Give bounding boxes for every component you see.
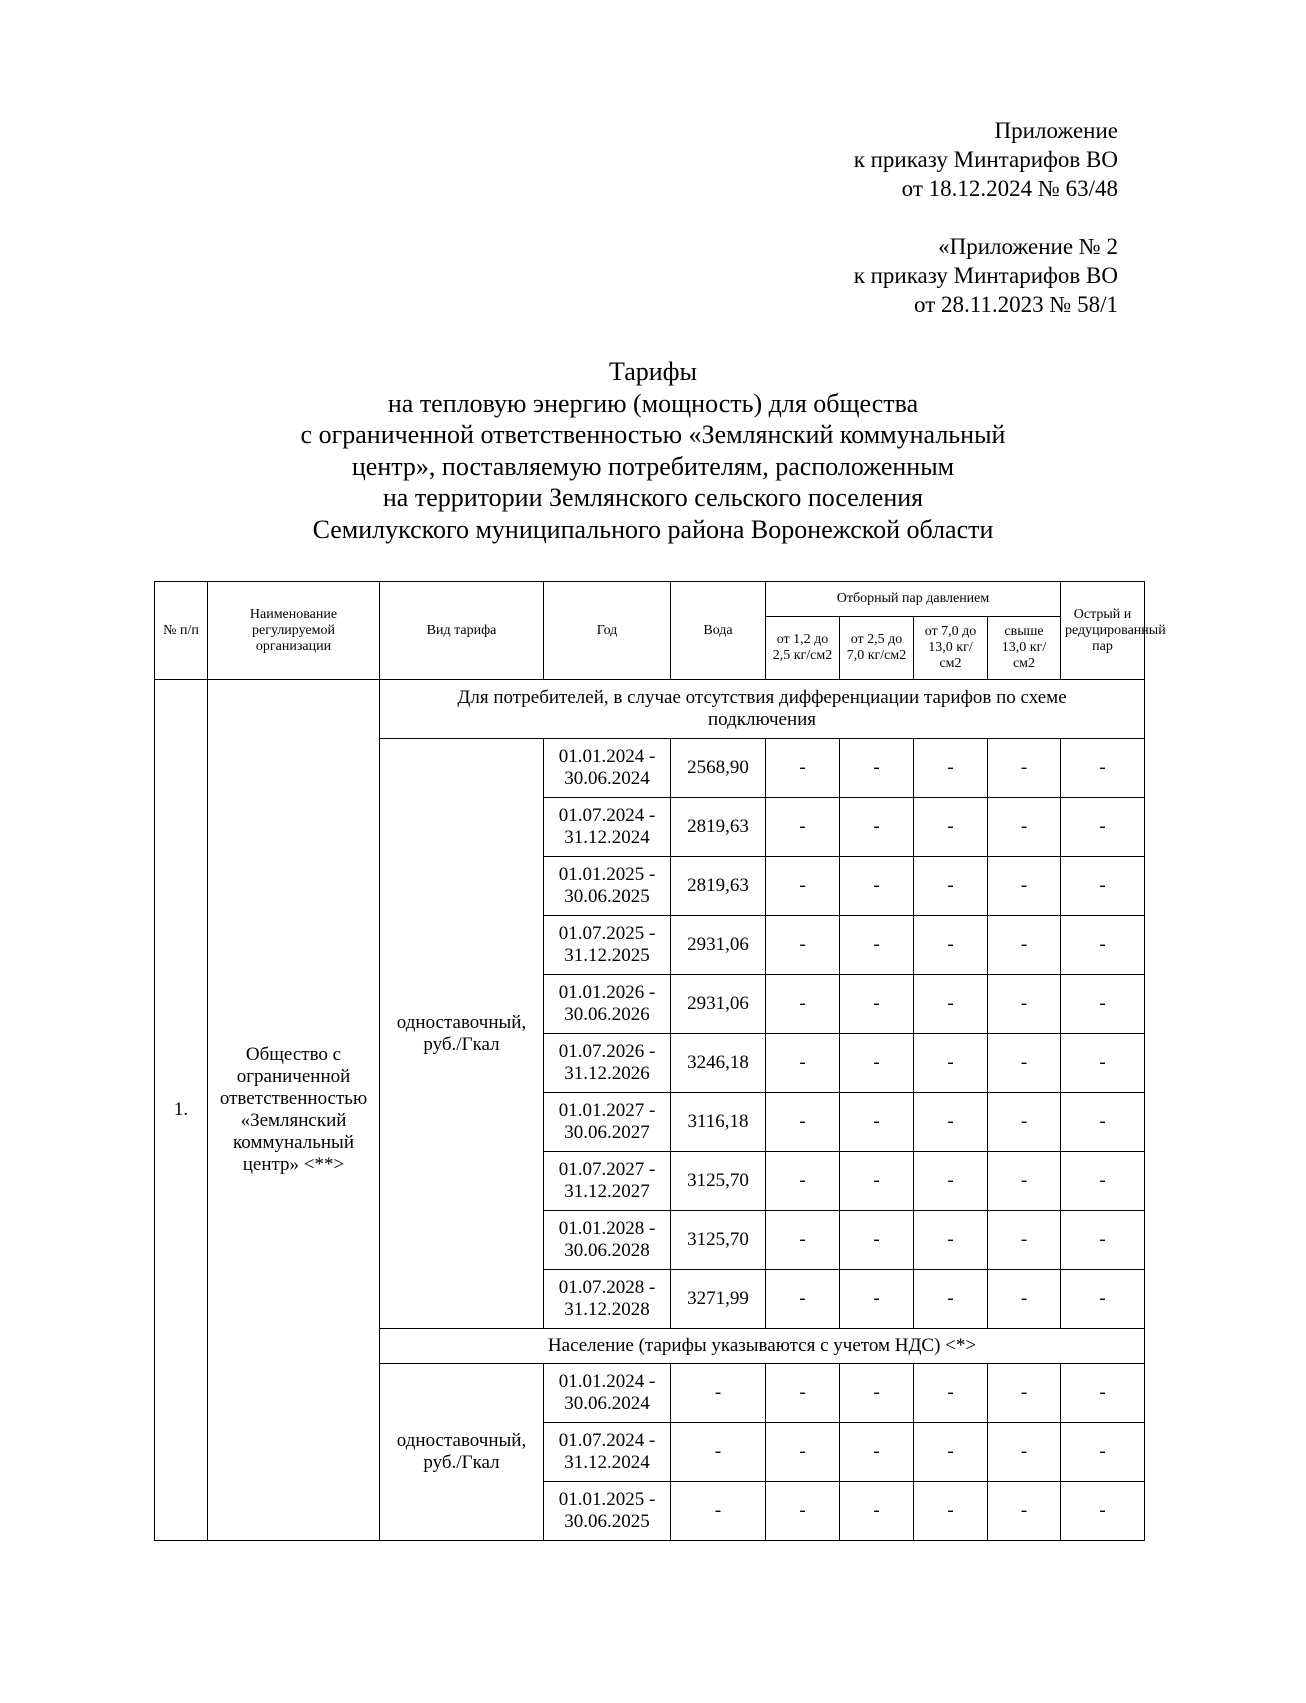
section-title-population: Население (тарифы указываются с учетом НДС) <*> [380,1329,1145,1364]
steam-2-cell: - [840,975,914,1034]
steam-1-cell: - [766,975,840,1034]
steam-3-cell: - [914,1211,988,1270]
appendix-line: от 28.11.2023 № 58/1 [914,292,1118,317]
steam-2-cell: - [840,1034,914,1093]
sharp-steam-cell: - [1061,1211,1145,1270]
steam-3-cell: - [914,1364,988,1423]
steam-2-cell: - [840,857,914,916]
header-steam-1: от 1,2 до 2,5 кг/см2 [766,617,840,680]
period-cell: 01.01.2025 - 30.06.2025 [544,857,671,916]
steam-4-cell: - [988,739,1061,798]
period-cell: 01.07.2027 - 31.12.2027 [544,1152,671,1211]
period-cell: 01.01.2027 - 30.06.2027 [544,1093,671,1152]
title-line: на территории Землянского сельского поселения [382,483,924,512]
steam-3-cell: - [914,1093,988,1152]
steam-2-cell: - [840,1152,914,1211]
steam-4-cell: - [988,916,1061,975]
sharp-steam-cell: - [1061,739,1145,798]
sharp-steam-cell: - [1061,1482,1145,1541]
steam-1-cell: - [766,1152,840,1211]
steam-4-cell: - [988,1211,1061,1270]
water-cell: 3271,99 [671,1270,766,1329]
water-cell: 3246,18 [671,1034,766,1093]
tariff-type-cell: одноставочный, руб./Гкал [380,1364,544,1541]
steam-2-cell: - [840,1270,914,1329]
steam-2-cell: - [840,1093,914,1152]
document-title [0,356,1306,545]
steam-2-cell: - [840,739,914,798]
steam-1-cell: - [766,1270,840,1329]
steam-4-cell: - [988,1482,1061,1541]
header-year: Год [544,582,671,680]
steam-4-cell: - [988,1270,1061,1329]
sharp-steam-cell: - [1061,1034,1145,1093]
period-cell: 01.07.2024 - 31.12.2024 [544,1423,671,1482]
header-steam-group: Отборный пар давлением [766,582,1061,617]
title-line: Семилукского муниципального района Воронежской области [312,514,994,544]
steam-2-cell: - [840,798,914,857]
water-cell: 2931,06 [671,975,766,1034]
steam-4-cell: - [988,857,1061,916]
appendix-line: к приказу Минтарифов ВО [853,147,1118,172]
steam-4-cell: - [988,798,1061,857]
period-cell: 01.07.2025 - 31.12.2025 [544,916,671,975]
water-cell: 2568,90 [671,739,766,798]
header-steam-4: свыше 13,0 кг/см2 [988,617,1061,680]
sharp-steam-cell: - [1061,916,1145,975]
sharp-steam-cell: - [1061,1270,1145,1329]
sharp-steam-cell: - [1061,857,1145,916]
title-line: на тепловую энергию (мощность) для общества [387,388,919,418]
steam-1-cell: - [766,739,840,798]
sharp-steam-cell: - [1061,1364,1145,1423]
steam-1-cell: - [766,857,840,916]
header-sharp-steam: Острый и редуцированный пар [1061,582,1145,680]
water-cell: - [671,1423,766,1482]
steam-4-cell: - [988,1423,1061,1482]
steam-1-cell: - [766,1211,840,1270]
appendix-line: Приложение [994,118,1118,143]
steam-2-cell: - [840,1482,914,1541]
steam-4-cell: - [988,975,1061,1034]
steam-2-cell: - [840,1423,914,1482]
steam-3-cell: - [914,1152,988,1211]
water-cell: 3125,70 [671,1152,766,1211]
sharp-steam-cell: - [1061,798,1145,857]
period-cell: 01.01.2024 - 30.06.2024 [544,739,671,798]
appendix-line: к приказу Минтарифов ВО [853,263,1118,288]
water-cell: 2931,06 [671,916,766,975]
appendix-header-1 [854,116,1118,203]
steam-4-cell: - [988,1152,1061,1211]
header-organization: Наименование регулируемой организации [208,582,380,680]
steam-3-cell: - [914,1034,988,1093]
steam-3-cell: - [914,916,988,975]
steam-4-cell: - [988,1093,1061,1152]
period-cell: 01.01.2025 - 30.06.2025 [544,1482,671,1541]
header-water: Вода [671,582,766,680]
title-line: с ограниченной ответственностью «Землянский коммунальный [300,420,1006,449]
steam-3-cell: - [914,1270,988,1329]
section-title-consumers: Для потребителей, в случае отсутствия дифференциации тарифов по схеме подключения [380,680,1145,739]
title-line: Тарифы [608,357,697,386]
steam-4-cell: - [988,1364,1061,1423]
appendix-line: «Приложение № 2 [938,234,1118,259]
steam-1-cell: - [766,1093,840,1152]
period-cell: 01.01.2028 - 30.06.2028 [544,1211,671,1270]
steam-3-cell: - [914,1423,988,1482]
header-num: № п/п [155,582,208,680]
steam-3-cell: - [914,857,988,916]
header-tariff-type: Вид тарифа [380,582,544,680]
row-number: 1. [155,680,208,1541]
steam-3-cell: - [914,798,988,857]
organization-name: Общество с ограниченной ответственностью «Землянский коммунальный центр» <**> [208,680,380,1541]
steam-2-cell: - [840,1364,914,1423]
appendix-line: от 18.12.2024 № 63/48 [901,176,1118,201]
appendix-header-2 [854,232,1118,319]
tariff-type-cell: одноставочный, руб./Гкал [380,739,544,1329]
period-cell: 01.01.2026 - 30.06.2026 [544,975,671,1034]
period-cell: 01.07.2028 - 31.12.2028 [544,1270,671,1329]
water-cell: - [671,1482,766,1541]
steam-1-cell: - [766,1364,840,1423]
steam-3-cell: - [914,975,988,1034]
steam-4-cell: - [988,1034,1061,1093]
steam-2-cell: - [840,916,914,975]
sharp-steam-cell: - [1061,975,1145,1034]
sharp-steam-cell: - [1061,1152,1145,1211]
header-steam-3: от 7,0 до 13,0 кг/см2 [914,617,988,680]
water-cell: 2819,63 [671,857,766,916]
steam-1-cell: - [766,1482,840,1541]
sharp-steam-cell: - [1061,1093,1145,1152]
tariff-table [154,581,1166,1541]
water-cell: 3116,18 [671,1093,766,1152]
steam-3-cell: - [914,739,988,798]
steam-1-cell: - [766,1423,840,1482]
water-cell: 2819,63 [671,798,766,857]
steam-2-cell: - [840,1211,914,1270]
steam-1-cell: - [766,798,840,857]
water-cell: 3125,70 [671,1211,766,1270]
steam-1-cell: - [766,1034,840,1093]
steam-3-cell: - [914,1482,988,1541]
header-steam-2: от 2,5 до 7,0 кг/см2 [840,617,914,680]
title-line: центр», поставляемую потребителям, расположенным [351,451,955,481]
water-cell: - [671,1364,766,1423]
period-cell: 01.07.2026 - 31.12.2026 [544,1034,671,1093]
period-cell: 01.01.2024 - 30.06.2024 [544,1364,671,1423]
sharp-steam-cell: - [1061,1423,1145,1482]
steam-1-cell: - [766,916,840,975]
period-cell: 01.07.2024 - 31.12.2024 [544,798,671,857]
